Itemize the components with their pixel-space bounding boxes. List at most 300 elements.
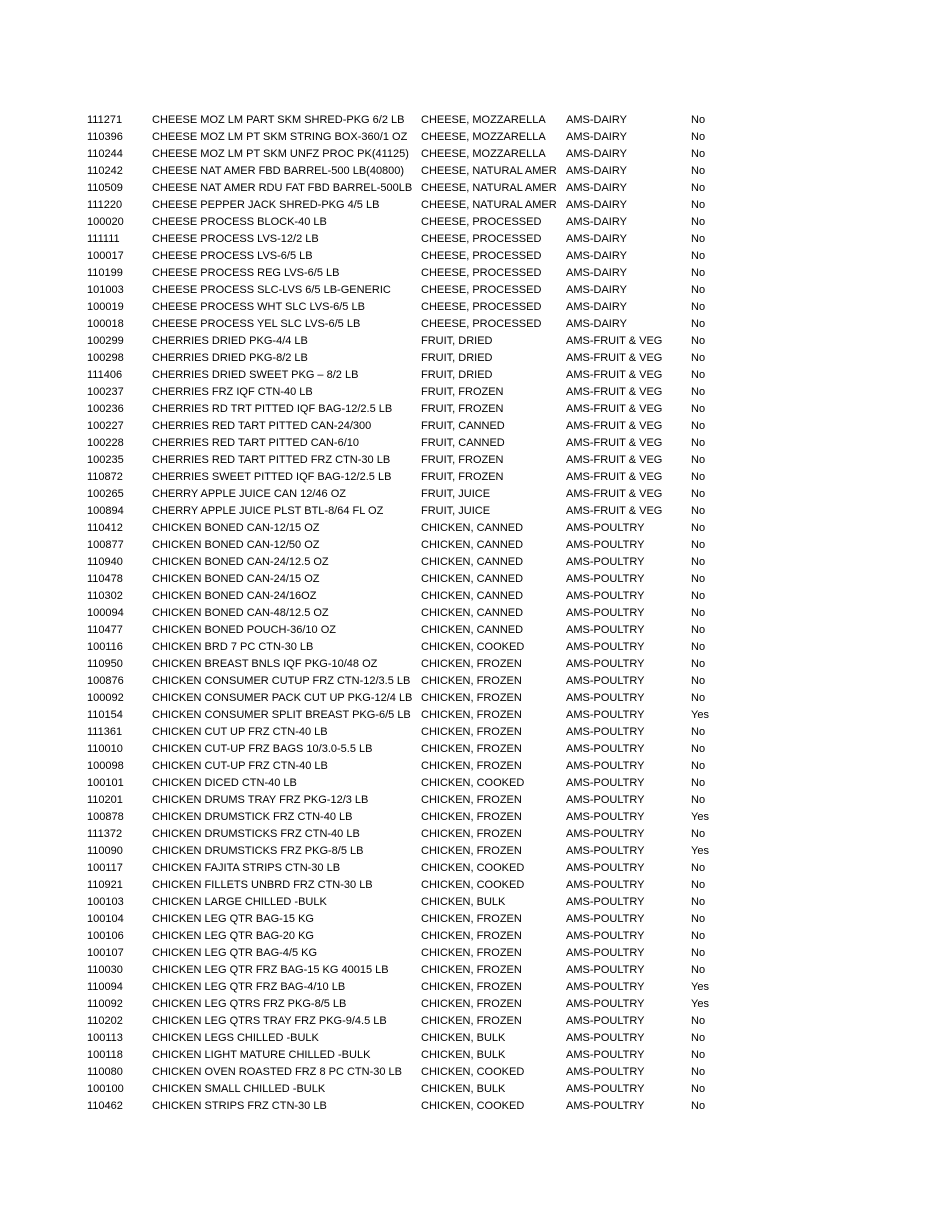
table-row: [87, 231, 731, 248]
flag-cell: No: [691, 233, 706, 245]
description-cell: CHICKEN CONSUMER CUTUP FRZ CTN-12/3.5 LB: [152, 675, 411, 687]
program-cell: AMS-POULTRY: [566, 658, 645, 670]
material-code-cell: 101003: [87, 284, 124, 296]
description-cell: CHICKEN LEG QTR BAG-15 KG: [152, 913, 314, 925]
category-cell: CHEESE, NATURAL AMER: [421, 165, 557, 177]
category-cell: CHICKEN, CANNED: [421, 590, 524, 602]
category-cell: CHICKEN, COOKED: [421, 1066, 525, 1078]
material-code-cell: 110509: [87, 182, 123, 194]
material-code-cell: 100098: [87, 760, 124, 772]
description-cell: CHICKEN LEG QTR FRZ BAG-15 KG 40015 LB: [152, 964, 389, 976]
program-cell: AMS-POULTRY: [566, 624, 645, 636]
program-cell: AMS-FRUIT & VEG: [566, 471, 663, 483]
flag-cell: No: [691, 726, 706, 738]
table-row: [87, 129, 731, 146]
description-cell: CHICKEN LEGS CHILLED -BULK: [152, 1032, 319, 1044]
category-cell: CHICKEN, COOKED: [421, 777, 525, 789]
category-cell: FRUIT, FROZEN: [421, 454, 504, 466]
category-cell: FRUIT, CANNED: [421, 420, 505, 432]
table-row: [87, 843, 731, 860]
category-cell: CHICKEN, CANNED: [421, 539, 524, 551]
description-cell: CHICKEN BONED CAN-12/50 OZ: [152, 539, 320, 551]
material-code-cell: 110478: [87, 573, 123, 585]
description-cell: CHICKEN CONSUMER SPLIT BREAST PKG-6/5 LB: [152, 709, 411, 721]
program-cell: AMS-DAIRY: [566, 114, 627, 126]
material-code-cell: 100106: [87, 930, 124, 942]
description-cell: CHEESE PROCESS REG LVS-6/5 LB: [152, 267, 340, 279]
table-row: [87, 860, 731, 877]
material-code-cell: 100100: [87, 1083, 124, 1095]
flag-cell: No: [691, 114, 706, 126]
table-row: [87, 911, 731, 928]
material-code-cell: 100113: [87, 1032, 123, 1044]
program-cell: AMS-POULTRY: [566, 726, 645, 738]
category-cell: CHICKEN, FROZEN: [421, 726, 522, 738]
flag-cell: No: [691, 624, 706, 636]
material-code-cell: 100227: [87, 420, 124, 432]
program-cell: AMS-DAIRY: [566, 199, 627, 211]
flag-cell: No: [691, 590, 706, 602]
material-code-cell: 110010: [87, 743, 123, 755]
material-code-cell: 100101: [87, 777, 124, 789]
category-cell: CHEESE, PROCESSED: [421, 216, 542, 228]
flag-cell: No: [691, 148, 706, 160]
category-cell: CHEESE, NATURAL AMER: [421, 182, 557, 194]
program-cell: AMS-POULTRY: [566, 913, 645, 925]
description-cell: CHICKEN DRUMS TRAY FRZ PKG-12/3 LB: [152, 794, 369, 806]
description-cell: CHICKEN LEG QTR BAG-20 KG: [152, 930, 314, 942]
program-cell: AMS-POULTRY: [566, 1100, 645, 1112]
program-cell: AMS-POULTRY: [566, 556, 645, 568]
material-code-cell: 110950: [87, 658, 123, 670]
flag-cell: No: [691, 1100, 706, 1112]
flag-cell: Yes: [691, 981, 709, 993]
category-cell: FRUIT, CANNED: [421, 437, 505, 449]
commodity-table: [87, 112, 731, 1115]
flag-cell: No: [691, 794, 706, 806]
material-code-cell: 100876: [87, 675, 124, 687]
category-cell: FRUIT, DRIED: [421, 335, 493, 347]
category-cell: CHEESE, MOZZARELLA: [421, 131, 546, 143]
category-cell: CHICKEN, FROZEN: [421, 845, 522, 857]
table-row: [87, 792, 731, 809]
description-cell: CHERRIES RED TART PITTED FRZ CTN-30 LB: [152, 454, 391, 466]
material-code-cell: 110090: [87, 845, 123, 857]
description-cell: CHERRIES DRIED PKG-4/4 LB: [152, 335, 308, 347]
material-code-cell: 100235: [87, 454, 124, 466]
program-cell: AMS-DAIRY: [566, 148, 627, 160]
material-code-cell: 110030: [87, 964, 123, 976]
material-code-cell: 110199: [87, 267, 123, 279]
material-code-cell: 100877: [87, 539, 124, 551]
flag-cell: No: [691, 165, 706, 177]
flag-cell: No: [691, 573, 706, 585]
category-cell: CHICKEN, CANNED: [421, 624, 524, 636]
material-code-cell: 110094: [87, 981, 123, 993]
category-cell: CHEESE, PROCESSED: [421, 250, 542, 262]
flag-cell: No: [691, 488, 706, 500]
table-row: [87, 656, 731, 673]
material-code-cell: 100104: [87, 913, 124, 925]
flag-cell: No: [691, 658, 706, 670]
category-cell: CHICKEN, FROZEN: [421, 828, 522, 840]
category-cell: FRUIT, JUICE: [421, 488, 491, 500]
program-cell: AMS-POULTRY: [566, 947, 645, 959]
description-cell: CHEESE NAT AMER RDU FAT FBD BARREL-500LB: [152, 182, 413, 194]
program-cell: AMS-DAIRY: [566, 284, 627, 296]
material-code-cell: 100092: [87, 692, 124, 704]
material-code-cell: 100228: [87, 437, 124, 449]
category-cell: CHICKEN, CANNED: [421, 522, 524, 534]
flag-cell: No: [691, 879, 706, 891]
table-body: [87, 112, 731, 1115]
description-cell: CHEESE MOZ LM PART SKM SHRED-PKG 6/2 LB: [152, 114, 405, 126]
table-row: [87, 928, 731, 945]
category-cell: CHICKEN, FROZEN: [421, 964, 522, 976]
flag-cell: No: [691, 335, 706, 347]
material-code-cell: 111271: [87, 114, 123, 126]
category-cell: CHICKEN, FROZEN: [421, 930, 522, 942]
table-row: [87, 979, 731, 996]
flag-cell: No: [691, 216, 706, 228]
flag-cell: No: [691, 1066, 706, 1078]
flag-cell: No: [691, 1049, 706, 1061]
flag-cell: No: [691, 777, 706, 789]
description-cell: CHEESE PROCESS LVS-12/2 LB: [152, 233, 319, 245]
table-row: [87, 1047, 731, 1064]
table-row: [87, 571, 731, 588]
material-code-cell: 100298: [87, 352, 124, 364]
program-cell: AMS-FRUIT & VEG: [566, 454, 663, 466]
category-cell: FRUIT, FROZEN: [421, 386, 504, 398]
category-cell: FRUIT, FROZEN: [421, 471, 504, 483]
flag-cell: No: [691, 352, 706, 364]
description-cell: CHEESE MOZ LM PT SKM UNFZ PROC PK(41125): [152, 148, 409, 160]
description-cell: CHEESE PROCESS YEL SLC LVS-6/5 LB: [152, 318, 361, 330]
description-cell: CHICKEN BONED CAN-24/15 OZ: [152, 573, 320, 585]
description-cell: CHICKEN DRUMSTICKS FRZ PKG-8/5 LB: [152, 845, 364, 857]
flag-cell: No: [691, 913, 706, 925]
program-cell: AMS-POULTRY: [566, 981, 645, 993]
program-cell: AMS-POULTRY: [566, 862, 645, 874]
flag-cell: Yes: [691, 998, 709, 1010]
table-row: [87, 520, 731, 537]
category-cell: CHICKEN, BULK: [421, 896, 506, 908]
category-cell: CHICKEN, BULK: [421, 1032, 506, 1044]
description-cell: CHICKEN LEG QTRS FRZ PKG-8/5 LB: [152, 998, 347, 1010]
table-row: [87, 265, 731, 282]
table-row: [87, 775, 731, 792]
table-row: [87, 605, 731, 622]
description-cell: CHICKEN BONED CAN-48/12.5 OZ: [152, 607, 329, 619]
material-code-cell: 100894: [87, 505, 124, 517]
material-code-cell: 100299: [87, 335, 124, 347]
category-cell: FRUIT, JUICE: [421, 505, 491, 517]
material-code-cell: 100019: [87, 301, 124, 313]
description-cell: CHERRIES DRIED PKG-8/2 LB: [152, 352, 308, 364]
description-cell: CHICKEN CONSUMER PACK CUT UP PKG-12/4 LB: [152, 692, 413, 704]
material-code-cell: 110242: [87, 165, 123, 177]
flag-cell: No: [691, 675, 706, 687]
flag-cell: No: [691, 182, 706, 194]
table-row: [87, 469, 731, 486]
program-cell: AMS-FRUIT & VEG: [566, 403, 663, 415]
flag-cell: No: [691, 420, 706, 432]
material-code-cell: 100020: [87, 216, 124, 228]
flag-cell: No: [691, 369, 706, 381]
flag-cell: No: [691, 828, 706, 840]
program-cell: AMS-DAIRY: [566, 250, 627, 262]
flag-cell: No: [691, 284, 706, 296]
category-cell: CHICKEN, FROZEN: [421, 794, 522, 806]
description-cell: CHERRY APPLE JUICE CAN 12/46 OZ: [152, 488, 346, 500]
program-cell: AMS-DAIRY: [566, 301, 627, 313]
table-row: [87, 894, 731, 911]
program-cell: AMS-FRUIT & VEG: [566, 369, 663, 381]
material-code-cell: 111220: [87, 199, 123, 211]
category-cell: CHICKEN, FROZEN: [421, 692, 522, 704]
material-code-cell: 110872: [87, 471, 123, 483]
table-row: [87, 384, 731, 401]
program-cell: AMS-DAIRY: [566, 233, 627, 245]
material-code-cell: 100107: [87, 947, 124, 959]
flag-cell: No: [691, 1032, 706, 1044]
program-cell: AMS-POULTRY: [566, 539, 645, 551]
material-code-cell: 100094: [87, 607, 124, 619]
table-row: [87, 826, 731, 843]
program-cell: AMS-FRUIT & VEG: [566, 335, 663, 347]
description-cell: CHICKEN BRD 7 PC CTN-30 LB: [152, 641, 314, 653]
material-code-cell: 100103: [87, 896, 124, 908]
table-row: [87, 588, 731, 605]
category-cell: CHICKEN, BULK: [421, 1049, 506, 1061]
flag-cell: No: [691, 318, 706, 330]
flag-cell: No: [691, 437, 706, 449]
category-cell: CHICKEN, CANNED: [421, 573, 524, 585]
table-row: [87, 741, 731, 758]
program-cell: AMS-POULTRY: [566, 1066, 645, 1078]
description-cell: CHICKEN BONED CAN-24/12.5 OZ: [152, 556, 329, 568]
description-cell: CHICKEN FAJITA STRIPS CTN-30 LB: [152, 862, 341, 874]
material-code-cell: 100118: [87, 1049, 123, 1061]
category-cell: CHICKEN, FROZEN: [421, 743, 522, 755]
flag-cell: No: [691, 607, 706, 619]
flag-cell: Yes: [691, 811, 709, 823]
program-cell: AMS-POULTRY: [566, 692, 645, 704]
program-cell: AMS-POULTRY: [566, 998, 645, 1010]
table-row: [87, 1081, 731, 1098]
category-cell: CHICKEN, COOKED: [421, 641, 525, 653]
table-row: [87, 146, 731, 163]
flag-cell: No: [691, 1015, 706, 1027]
table-row: [87, 197, 731, 214]
category-cell: CHEESE, PROCESSED: [421, 267, 542, 279]
program-cell: AMS-DAIRY: [566, 165, 627, 177]
description-cell: CHICKEN LEG QTRS TRAY FRZ PKG-9/4.5 LB: [152, 1015, 387, 1027]
description-cell: CHEESE PROCESS LVS-6/5 LB: [152, 250, 313, 262]
material-code-cell: 100878: [87, 811, 124, 823]
table-row: [87, 690, 731, 707]
description-cell: CHICKEN LARGE CHILLED -BULK: [152, 896, 327, 908]
category-cell: CHICKEN, FROZEN: [421, 811, 522, 823]
category-cell: CHICKEN, FROZEN: [421, 760, 522, 772]
category-cell: FRUIT, DRIED: [421, 352, 493, 364]
table-row: [87, 554, 731, 571]
category-cell: CHEESE, PROCESSED: [421, 301, 542, 313]
program-cell: AMS-POULTRY: [566, 522, 645, 534]
category-cell: CHICKEN, FROZEN: [421, 981, 522, 993]
category-cell: CHICKEN, FROZEN: [421, 658, 522, 670]
description-cell: CHERRIES RD TRT PITTED IQF BAG-12/2.5 LB: [152, 403, 393, 415]
description-cell: CHICKEN FILLETS UNBRD FRZ CTN-30 LB: [152, 879, 373, 891]
program-cell: AMS-POULTRY: [566, 845, 645, 857]
table-row: [87, 163, 731, 180]
program-cell: AMS-POULTRY: [566, 760, 645, 772]
flag-cell: No: [691, 301, 706, 313]
category-cell: CHICKEN, COOKED: [421, 879, 525, 891]
table-row: [87, 367, 731, 384]
flag-cell: No: [691, 471, 706, 483]
material-code-cell: 100018: [87, 318, 124, 330]
program-cell: AMS-FRUIT & VEG: [566, 386, 663, 398]
description-cell: CHERRIES DRIED SWEET PKG – 8/2 LB: [152, 369, 359, 381]
material-code-cell: 100116: [87, 641, 123, 653]
program-cell: AMS-DAIRY: [566, 267, 627, 279]
description-cell: CHICKEN DICED CTN-40 LB: [152, 777, 297, 789]
description-cell: CHICKEN BONED CAN-12/15 OZ: [152, 522, 320, 534]
description-cell: CHICKEN DRUMSTICKS FRZ CTN-40 LB: [152, 828, 360, 840]
material-code-cell: 111406: [87, 369, 123, 381]
table-row: [87, 537, 731, 554]
table-row: [87, 486, 731, 503]
material-code-cell: 100236: [87, 403, 124, 415]
category-cell: CHEESE, MOZZARELLA: [421, 114, 546, 126]
material-code-cell: 100265: [87, 488, 124, 500]
category-cell: CHICKEN, FROZEN: [421, 675, 522, 687]
table-row: [87, 724, 731, 741]
material-code-cell: 100017: [87, 250, 124, 262]
table-row: [87, 707, 731, 724]
category-cell: CHEESE, PROCESSED: [421, 318, 542, 330]
program-cell: AMS-FRUIT & VEG: [566, 437, 663, 449]
flag-cell: No: [691, 556, 706, 568]
flag-cell: Yes: [691, 709, 709, 721]
flag-cell: No: [691, 760, 706, 772]
material-code-cell: 110244: [87, 148, 123, 160]
material-code-cell: 111372: [87, 828, 123, 840]
program-cell: AMS-POULTRY: [566, 828, 645, 840]
description-cell: CHERRIES FRZ IQF CTN-40 LB: [152, 386, 313, 398]
category-cell: CHICKEN, COOKED: [421, 1100, 525, 1112]
program-cell: AMS-POULTRY: [566, 1083, 645, 1095]
table-row: [87, 639, 731, 656]
flag-cell: No: [691, 641, 706, 653]
program-cell: AMS-POULTRY: [566, 777, 645, 789]
program-cell: AMS-FRUIT & VEG: [566, 488, 663, 500]
description-cell: CHICKEN STRIPS FRZ CTN-30 LB: [152, 1100, 327, 1112]
program-cell: AMS-FRUIT & VEG: [566, 505, 663, 517]
description-cell: CHICKEN LIGHT MATURE CHILLED -BULK: [152, 1049, 371, 1061]
table-row: [87, 435, 731, 452]
category-cell: FRUIT, FROZEN: [421, 403, 504, 415]
program-cell: AMS-DAIRY: [566, 182, 627, 194]
flag-cell: No: [691, 403, 706, 415]
description-cell: CHICKEN LEG QTR BAG-4/5 KG: [152, 947, 318, 959]
material-code-cell: 110477: [87, 624, 123, 636]
program-cell: AMS-FRUIT & VEG: [566, 352, 663, 364]
description-cell: CHERRY APPLE JUICE PLST BTL-8/64 FL OZ: [152, 505, 384, 517]
program-cell: AMS-POULTRY: [566, 641, 645, 653]
description-cell: CHEESE PROCESS BLOCK-40 LB: [152, 216, 327, 228]
flag-cell: No: [691, 539, 706, 551]
description-cell: CHICKEN LEG QTR FRZ BAG-4/10 LB: [152, 981, 346, 993]
material-code-cell: 110412: [87, 522, 123, 534]
table-row: [87, 758, 731, 775]
table-row: [87, 962, 731, 979]
flag-cell: No: [691, 862, 706, 874]
material-code-cell: 110080: [87, 1066, 123, 1078]
table-row: [87, 214, 731, 231]
flag-cell: No: [691, 896, 706, 908]
table-row: [87, 1030, 731, 1047]
description-cell: CHICKEN BONED CAN-24/16OZ: [152, 590, 317, 602]
material-code-cell: 110201: [87, 794, 123, 806]
table-row: [87, 180, 731, 197]
description-cell: CHICKEN BREAST BNLS IQF PKG-10/48 OZ: [152, 658, 378, 670]
description-cell: CHERRIES RED TART PITTED CAN-6/10: [152, 437, 360, 449]
flag-cell: No: [691, 199, 706, 211]
material-code-cell: 100237: [87, 386, 124, 398]
category-cell: CHICKEN, FROZEN: [421, 947, 522, 959]
table-row: [87, 1098, 731, 1115]
table-row: [87, 282, 731, 299]
flag-cell: Yes: [691, 845, 709, 857]
program-cell: AMS-POULTRY: [566, 930, 645, 942]
table-row: [87, 1064, 731, 1081]
description-cell: CHEESE MOZ LM PT SKM STRING BOX-360/1 OZ: [152, 131, 408, 143]
category-cell: CHICKEN, BULK: [421, 1083, 506, 1095]
table-row: [87, 452, 731, 469]
program-cell: AMS-POULTRY: [566, 964, 645, 976]
material-code-cell: 110154: [87, 709, 123, 721]
flag-cell: No: [691, 267, 706, 279]
table-row: [87, 248, 731, 265]
table-row: [87, 996, 731, 1013]
description-cell: CHICKEN SMALL CHILLED -BULK: [152, 1083, 326, 1095]
program-cell: AMS-POULTRY: [566, 675, 645, 687]
program-cell: AMS-POULTRY: [566, 811, 645, 823]
flag-cell: No: [691, 386, 706, 398]
material-code-cell: 111361: [87, 726, 123, 738]
description-cell: CHICKEN CUT UP FRZ CTN-40 LB: [152, 726, 328, 738]
description-cell: CHICKEN OVEN ROASTED FRZ 8 PC CTN-30 LB: [152, 1066, 402, 1078]
program-cell: AMS-POULTRY: [566, 573, 645, 585]
program-cell: AMS-FRUIT & VEG: [566, 420, 663, 432]
description-cell: CHICKEN CUT-UP FRZ CTN-40 LB: [152, 760, 328, 772]
program-cell: AMS-POULTRY: [566, 794, 645, 806]
table-row: [87, 673, 731, 690]
program-cell: AMS-POULTRY: [566, 1049, 645, 1061]
material-code-cell: 110462: [87, 1100, 123, 1112]
category-cell: CHEESE, PROCESSED: [421, 284, 542, 296]
program-cell: AMS-POULTRY: [566, 607, 645, 619]
flag-cell: No: [691, 522, 706, 534]
flag-cell: No: [691, 947, 706, 959]
category-cell: FRUIT, DRIED: [421, 369, 493, 381]
category-cell: CHICKEN, FROZEN: [421, 913, 522, 925]
program-cell: AMS-POULTRY: [566, 1015, 645, 1027]
table-row: [87, 316, 731, 333]
